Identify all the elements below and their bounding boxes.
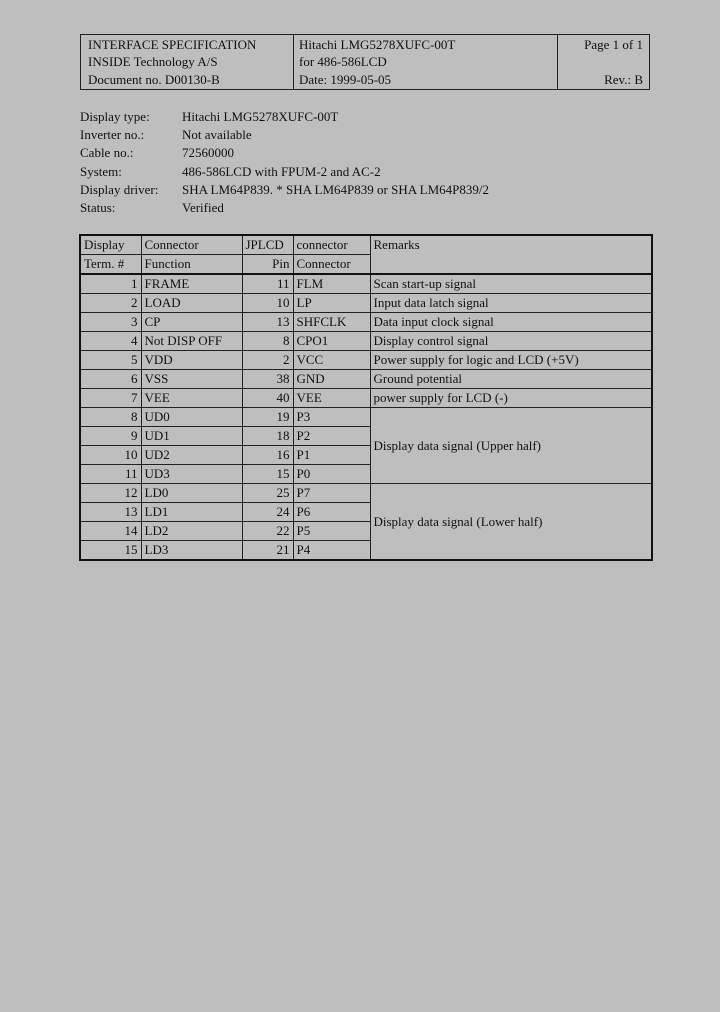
- connector-function-cell: UD2: [141, 446, 242, 465]
- display-term-cell: 6: [80, 370, 141, 389]
- info-line: [80, 108, 489, 126]
- table-row: [80, 370, 652, 389]
- display-term-cell: 1: [80, 274, 141, 294]
- table-row: [80, 484, 652, 503]
- jplcd-connector-cell: P1: [293, 446, 370, 465]
- column-header: JPLCD: [242, 235, 293, 255]
- header-target-system: for 486-586LCD: [299, 54, 387, 69]
- connector-function-cell: FRAME: [141, 274, 242, 294]
- info-value: Verified: [182, 199, 224, 215]
- jplcd-connector-cell: FLM: [293, 274, 370, 294]
- header-document-number: Document no. D00130-B: [88, 72, 220, 87]
- connector-function-cell: VEE: [141, 389, 242, 408]
- column-header: connector: [293, 235, 370, 255]
- remarks-group-cell: Display data signal (Lower half): [370, 484, 652, 561]
- connector-function-cell: VSS: [141, 370, 242, 389]
- table-header-row: [80, 235, 652, 255]
- jplcd-connector-cell: GND: [293, 370, 370, 389]
- jplcd-connector-cell: P5: [293, 522, 370, 541]
- remarks-cell: Scan start-up signal: [370, 274, 652, 294]
- jplcd-pin-cell: 38: [242, 370, 293, 389]
- column-subheader: Pin: [242, 255, 293, 275]
- remarks-cell: power supply for LCD (-): [370, 389, 652, 408]
- header-spec-title: INTERFACE SPECIFICATION: [88, 37, 257, 52]
- info-line: [80, 181, 489, 199]
- table-row: [80, 332, 652, 351]
- jplcd-connector-cell: P4: [293, 541, 370, 561]
- jplcd-connector-cell: SHFCLK: [293, 313, 370, 332]
- display-term-cell: 2: [80, 294, 141, 313]
- column-subheader: Function: [141, 255, 242, 275]
- info-label: System:: [80, 163, 122, 179]
- display-term-cell: 10: [80, 446, 141, 465]
- jplcd-connector-cell: LP: [293, 294, 370, 313]
- connector-function-cell: LOAD: [141, 294, 242, 313]
- info-label: Status:: [80, 199, 116, 215]
- info-value: 486-586LCD with FPUM-2 and AC-2: [182, 163, 381, 179]
- connector-function-cell: VDD: [141, 351, 242, 370]
- column-subheader: Term. #: [80, 255, 141, 275]
- table-row: [80, 389, 652, 408]
- info-value: Hitachi LMG5278XUFC-00T: [182, 109, 339, 124]
- jplcd-pin-cell: 21: [242, 541, 293, 561]
- jplcd-connector-cell: P6: [293, 503, 370, 522]
- connector-function-cell: UD3: [141, 465, 242, 484]
- jplcd-connector-cell: P3: [293, 408, 370, 427]
- display-term-cell: 8: [80, 408, 141, 427]
- jplcd-pin-cell: 40: [242, 389, 293, 408]
- connector-function-cell: LD2: [141, 522, 242, 541]
- remarks-cell: Data input clock signal: [370, 313, 652, 332]
- remarks-group-cell: Display data signal (Upper half): [370, 408, 652, 484]
- info-label: Inverter no.:: [80, 127, 145, 143]
- connector-function-cell: LD3: [141, 541, 242, 561]
- table-row: [80, 351, 652, 370]
- display-info-section: [80, 108, 489, 217]
- info-line: [80, 199, 489, 217]
- jplcd-connector-cell: P2: [293, 427, 370, 446]
- jplcd-pin-cell: 10: [242, 294, 293, 313]
- header-date: Date: 1999-05-05: [299, 72, 392, 87]
- display-term-cell: 3: [80, 313, 141, 332]
- pin-mapping-table: [79, 234, 653, 561]
- connector-function-cell: LD1: [141, 503, 242, 522]
- header-revision: Rev.: B: [604, 72, 643, 87]
- connector-function-cell: CP: [141, 313, 242, 332]
- connector-function-cell: Not DISP OFF: [141, 332, 242, 351]
- info-value: SHA LM64P839. * SHA LM64P839 or SHA LM64P839/2: [182, 181, 489, 197]
- jplcd-pin-cell: 11: [242, 274, 293, 294]
- jplcd-pin-cell: 25: [242, 484, 293, 503]
- remarks-cell: Power supply for logic and LCD (+5V): [370, 351, 652, 370]
- connector-function-cell: UD1: [141, 427, 242, 446]
- info-line: [80, 126, 489, 144]
- connector-function-cell: LD0: [141, 484, 242, 503]
- header-display-model: Hitachi LMG5278XUFC-00T: [299, 37, 456, 52]
- remarks-cell: Input data latch signal: [370, 294, 652, 313]
- display-term-cell: 14: [80, 522, 141, 541]
- document-header: [80, 34, 650, 90]
- info-line: [80, 144, 489, 162]
- table-row: [80, 274, 652, 294]
- column-subheader: Connector: [293, 255, 370, 275]
- jplcd-connector-cell: VCC: [293, 351, 370, 370]
- table-row: [80, 313, 652, 332]
- jplcd-pin-cell: 13: [242, 313, 293, 332]
- jplcd-connector-cell: VEE: [293, 389, 370, 408]
- display-term-cell: 13: [80, 503, 141, 522]
- info-value: 72560000: [182, 145, 234, 161]
- jplcd-pin-cell: 19: [242, 408, 293, 427]
- display-term-cell: 12: [80, 484, 141, 503]
- column-header-remarks: Remarks: [370, 235, 652, 274]
- header-company: INSIDE Technology A/S: [88, 54, 218, 69]
- header-page-number: Page 1 of 1: [584, 37, 643, 52]
- jplcd-pin-cell: 24: [242, 503, 293, 522]
- table-row: [80, 408, 652, 427]
- display-term-cell: 5: [80, 351, 141, 370]
- header-row: [81, 53, 649, 71]
- display-term-cell: 15: [80, 541, 141, 561]
- info-label: Cable no.:: [80, 145, 134, 161]
- jplcd-pin-cell: 16: [242, 446, 293, 465]
- jplcd-connector-cell: P0: [293, 465, 370, 484]
- remarks-cell: Ground potential: [370, 370, 652, 389]
- display-term-cell: 11: [80, 465, 141, 484]
- info-label: Display type:: [80, 109, 150, 124]
- jplcd-pin-cell: 15: [242, 465, 293, 484]
- remarks-cell: Display control signal: [370, 332, 652, 351]
- connector-function-cell: UD0: [141, 408, 242, 427]
- header-row: [81, 71, 649, 89]
- display-term-cell: 9: [80, 427, 141, 446]
- display-term-cell: 7: [80, 389, 141, 408]
- jplcd-pin-cell: 2: [242, 351, 293, 370]
- column-header: Connector: [141, 235, 242, 255]
- jplcd-pin-cell: 8: [242, 332, 293, 351]
- jplcd-connector-cell: CPO1: [293, 332, 370, 351]
- info-label: Display driver:: [80, 181, 159, 197]
- jplcd-connector-cell: P7: [293, 484, 370, 503]
- info-line: [80, 163, 489, 181]
- header-row: [81, 36, 649, 54]
- table-row: [80, 294, 652, 313]
- jplcd-pin-cell: 22: [242, 522, 293, 541]
- jplcd-pin-cell: 18: [242, 427, 293, 446]
- info-value: Not available: [182, 127, 252, 143]
- display-term-cell: 4: [80, 332, 141, 351]
- column-header: Display: [80, 235, 141, 255]
